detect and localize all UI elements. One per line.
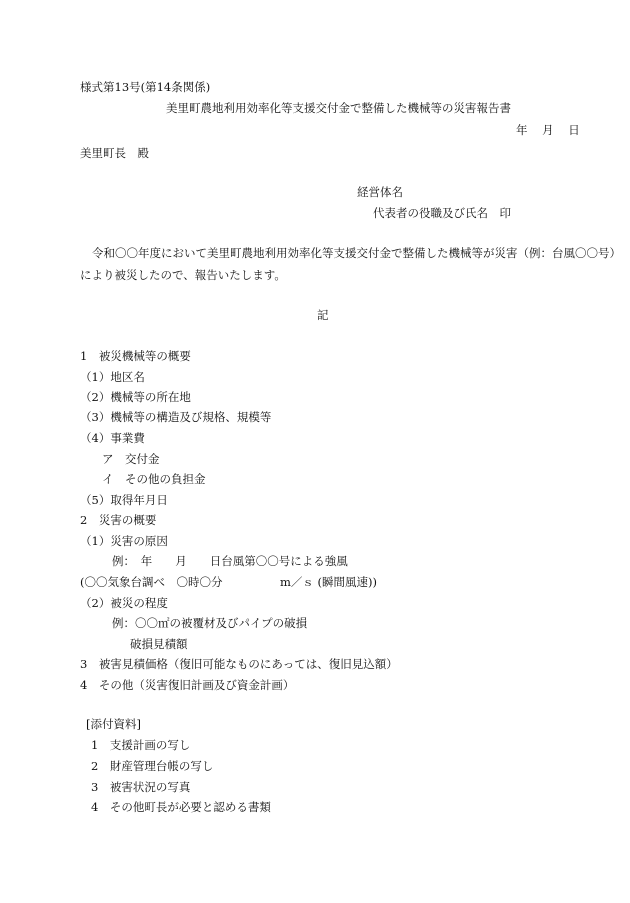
item-2-heading: 2 災害の概要 xyxy=(80,513,157,527)
item-1-5: （5）取得年月日 xyxy=(80,493,168,507)
item-1-3: （3）機械等の構造及び規格、規模等 xyxy=(80,410,272,424)
form-number: 様式第13号(第14条関係) xyxy=(80,80,211,94)
ki-heading: 記 xyxy=(317,308,329,322)
body-text-line-1: 令和〇〇年度において美里町農地利用効率化等支援交付金で整備した機械等が災害（例：台風〇〇号） xyxy=(92,246,621,260)
item-2-2: （2）被災の程度 xyxy=(80,596,168,610)
date-line: 年 月 日 xyxy=(516,123,580,137)
item-2-2-estimate: 破損見積額 xyxy=(130,637,188,651)
item-1-4: （4）事業費 xyxy=(80,431,145,445)
item-2-1-note: (〇〇気象台調べ 〇時〇分 m／ｓ (瞬間風速)) xyxy=(80,575,378,589)
body-text-line-2: により被災したので、報告いたします。 xyxy=(80,268,286,282)
item-2-2-example: 例：〇〇㎡の被覆材及びパイプの破損 xyxy=(112,616,308,630)
item-1-4-a: ア 交付金 xyxy=(102,452,160,466)
attachment-item: 2 財産管理台帳の写し xyxy=(91,759,214,773)
attachment-item: 1 支援計画の写し xyxy=(91,738,191,752)
attachment-item: 4 その他町長が必要と認める書類 xyxy=(91,800,271,814)
org-name-label: 経営体名 xyxy=(357,185,403,199)
item-1-heading: 1 被災機械等の概要 xyxy=(80,349,191,363)
item-1-1: （1）地区名 xyxy=(80,370,145,384)
item-1-2: （2）機械等の所在地 xyxy=(80,390,191,404)
attachments-header: [添付資料] xyxy=(86,717,141,731)
item-1-4-i: イ その他の負担金 xyxy=(102,472,206,486)
item-2-1-example: 例： 年 月 日台風第〇〇号による強風 xyxy=(112,554,348,568)
item-4: 4 その他（災害復旧計画及び資金計画） xyxy=(80,678,295,692)
item-2-1: （1）災害の原因 xyxy=(80,534,168,548)
addressee: 美里町長 殿 xyxy=(80,146,149,160)
document-title: 美里町農地利用効率化等支援交付金で整備した機械等の災害報告書 xyxy=(166,101,511,115)
attachment-item: 3 被害状況の写真 xyxy=(91,780,191,794)
item-3: 3 被害見積価格（復旧可能なものにあっては、復旧見込額） xyxy=(80,657,398,671)
representative-label: 代表者の役職及び氏名 印 xyxy=(373,206,511,220)
